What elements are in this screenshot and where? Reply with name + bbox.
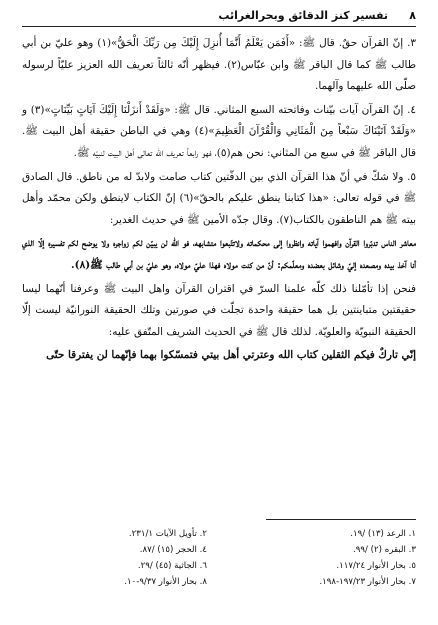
footnote: ٣. البقره (٢) /٩٩.	[353, 545, 416, 555]
footnote: ٧. بحار الأنوار ١٩٧/٢٣-١٩٨.	[319, 577, 416, 587]
page-number: ٨	[409, 9, 416, 22]
footnote: ٦. الجاثية (٤٥) /٢٩.	[137, 561, 207, 571]
paragraph-4: ٤. إنّ القرآن آيات بيّنات وفاتحته السبع المثاني. قال ﷺ: «وَلَقَدْ أَنزَلْنَا إِلَيْكَ آيَاتٍ بَيِّنَاتٍ»(٣) و «وَلَقَدْ آتَيْنَاكَ سَبْعاً مِنَ الْمَثَانِي وَالْقُرْآنَ الْعَظِيمَ»(٤) وهي في الباطن حقيقة أهل البيت ﷺ. قال الباقر ﷺ في سبع من المثاني: نحن هم(٥)، فهو رابعاً تعريف الله تعالى أهل البيت لنبيّه ﷺ.	[22, 103, 417, 159]
paragraph-conclusion: فنحن إذا تأمّلنا ذلك كلّه علمنا السرّ في اقتران القرآن واهل البيت ﷺ وعرفنا أنّهما ليسا حقيقتين متباينتين بل هما حقيقة واحدة تجلّت في صورتين وتلك الحقيقة النورانيّة ليست إلّا الحقيقة النبويّة والعلويّة. لذلك قال ﷺ في الحديث الشريف المتّفق عليه:	[22, 282, 416, 338]
footnote: ٨. بحار الأنوار ٩/٣٧-١٠.	[124, 577, 207, 587]
footnote-rule	[266, 519, 416, 520]
footnotes	[22, 529, 416, 587]
quote-thaqalayn: إنّي تاركٌ فيكم الثقلين كتاب الله وعترتي أهل بيتي فتمسّكوا بهما فإنّهما لن يفترقا حتّى	[46, 349, 416, 362]
footnote: ٢. تأويل الآيات ٢٣١/١.	[128, 529, 207, 539]
paragraph-5: ٥. ولا شكّ في أنّ هذا القرآن الذي بين الدفّتين كتاب صامت ولابدّ له من ناطق. قال الصادق ﷺ في قوله تعالى: «هذا كتابنا ينطق عليكم بالحقّ»(٦) إنّ الكتاب لاينطق ولكن محمّد وأهل بيته ﷺ هم الناطقون بالكتاب(٧). وقال جدّه الأمين ﷺ في حديث الغدير:	[22, 170, 417, 226]
footnote: ٥. بحار الأنوار ١١٧/٢٤.	[336, 561, 416, 571]
quote-ghadir: معاشر الناس تدبّروا القرآن وافهموا آياته وانظروا إلى محكماته ولاتتّبعوا متشابهه، فو الله لن يبيّن لكم زواجره ولا يوضح لكم تفسيره إلّا الذي أنا آخذ بيده ومصعده إليّ وشائل بعضده ومعلّمكم: أنّ من كنت مولاه فهذا عليّ مولاه، وهو عليّ بن أبي طالب ﷺ(٨).	[22, 237, 416, 271]
footnote: ١. الرعد (١٣) /١٩.	[350, 529, 416, 539]
main-text	[22, 33, 416, 367]
page-header	[22, 9, 416, 23]
running-title: تفسير كنز الدقائق وبحرالغرائب	[218, 9, 388, 22]
paragraph-3: ٣. إنّ القرآن حقٌ. قال ﷺ: «أَفَمَن يَعْلَمُ أَنَّمَا أُنزِلَ إِلَيْكَ مِن رَبِّكَ الْحَقُّ»(١) وهو عليّ بن أبي طالب ﷺ كما قال الباقر ﷺ وابن عبّاس(٢). فيظهر أنّه ثالثاً تعريف الله العزيز عليّاً لرسوله صلّى الله عليهما وآلهما.	[22, 37, 417, 93]
header-rule	[22, 26, 416, 27]
footnote: ٤. الحجر (١٥) /٨٧.	[139, 545, 207, 555]
